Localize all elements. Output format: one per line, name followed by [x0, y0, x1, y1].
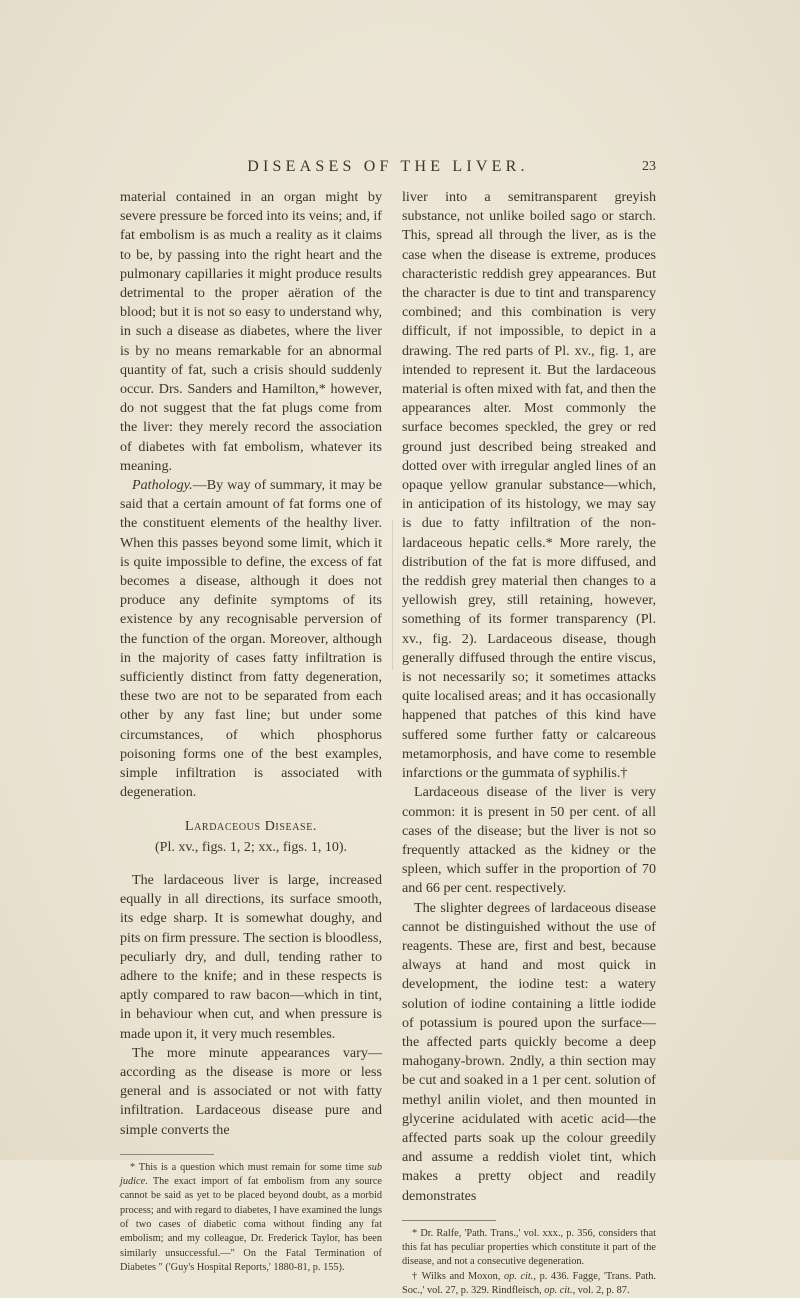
footnote-text: * This is a question which must remain for some time [130, 1161, 368, 1173]
paragraph: Lardaceous disease of the liver is very common: it is present in 50 per cent. of all cases of the disease; but the liver is not so frequently attacked as the kidney or the spleen, which suffer in the proportion of 70 and 66 per cent. respectively. [402, 784, 656, 897]
footnote-rule [120, 1154, 214, 1155]
paragraph: liver into a semitransparent greyish substance, not unlike boiled sago or starch. This, spread all through the liver, as is the case when the disease is extreme, produces characteristic reddish grey appearances. But the character is due to tint and transparency combined; and this combination is very difficult, if not impossible, to depict in a drawing. The red parts of Pl. xv., fig. 1, are intended to represent it. But the lardaceous material is often mixed with fat, and then the appearances alter. Most commonly the surface becomes speckled, the grey or red ground just described being streaked and dotted over with irregular angled lines of an opaque yellow granular substance—which, in anticipation of its histology, we may say is due to fatty infiltration of the non-lardaceous hepatic cells.* More rarely, the distribution of the fat is more diffused, and the reddish grey material then changes to a yellowish grey, still retaining, however, something of its former transparency (Pl. xv., fig. 2). Lardaceous disease, though generally diffused through the entire viscus, is not necessarily so; it sometimes attacks quite localised areas; and it has occasionally happened that patches of this kind have suffered some further fatty or calcareous metamorphosis, and have come to resemble infarctions or the gummata of syphilis.† [402, 189, 656, 782]
section-heading: Lardaceous Disease. [184, 818, 318, 834]
paragraph: The more minute appearances vary—according as the disease is more or less general and is associated or not with fatty infiltration. Lardaceous disease pure and simple converts the [120, 1044, 382, 1138]
running-title: DISEASES OF THE LIVER. [247, 158, 529, 175]
footnote [402, 1270, 656, 1298]
section-subheading: (Pl. xv., figs. 1, 2; xx., figs. 1, 10). [155, 839, 347, 855]
footnote-text: † Wilks and Moxon, [412, 1270, 504, 1282]
column-divider [392, 520, 393, 670]
paragraph: The slighter degrees of lardaceous disease cannot be distinguished without the use of reagents. These are, first and best, because always at hand and most quick in development, the iodine test: a watery solution of iodine containing a little iodide of potassium is poured upon the surface—the affected parts quickly become a deep mahogany-brown. 2ndly, a thin section may be cut and soaked in a 1 per cent. solution of methyl anilin violet, and then mounted in glycerine acidulated with acetic acid—the affected parts soak up the colour greedily and assume a reddish violet tint, which makes a pretty object and readily demonstrates [402, 899, 656, 1204]
paragraph-lead: Pathology. [132, 477, 193, 494]
paragraph-pathology [120, 476, 382, 802]
footnote-italic: op. cit. [503, 1270, 534, 1282]
footnote-text: . The exact import of fat embolism from any source cannot be said as yet to be placed beyond doubt, as a morbid process; and with regard to diabetes, I have examined the lungs of two cases of diabetic coma without finding any fat embolism; and my colleague, Dr. Frederick Taylor, has been similarly unsuccessful.—" On the Fatal Termination of Diabetes " ('Guy's Hospital Reports,' 1880-81, p. 155). [120, 1176, 382, 1273]
right-column [402, 188, 656, 1298]
footnote-text: , p. 436. Fagge, 'Trans. Path. Soc.,' vol. 27, p. 329. Rindfleisch, [402, 1270, 657, 1296]
page-number: 23 [642, 159, 656, 174]
footnote-italic: sub judice [120, 1161, 382, 1188]
footnote: * Dr. Ralfe, 'Path. Trans.,' vol. xxx., p. 356, considers that this fat has peculiar properties which constitute it part of the disease, and not a consecutive degeneration. [402, 1227, 656, 1268]
footnote [120, 1161, 382, 1275]
footnote-text: , vol. 2, p. 87. [572, 1284, 630, 1296]
left-column [120, 188, 382, 1275]
page-header [120, 158, 656, 180]
paragraph: material contained in an organ might by severe pressure be forced into its veins; and, if fat embolism is as much a reality as it claims to be, by passing into the right heart and the pulmonary capillaries it might produce results detrimental to the proper aëration of the blood; but it is not so easy to understand why, in such a disease as diabetes, where the liver is by no means remarkable for an abnormal quantity of fat, such a crisis should suddenly occur. Drs. Sanders and Hamilton,* however, do not suggest that the fat plugs come from the liver: they merely record the association of diabetes with fat embolism, whatever its meaning. [120, 189, 382, 474]
paragraph: The lardaceous liver is large, increased equally in all directions, its surface smooth, its edge sharp. It is somewhat doughy, and pits on firm pressure. The section is bloodless, peculiarly dry, and dull, tending rather to adhere to the knife; and in these respects is aptly compared to raw bacon—which in tint, in behaviour when cut, and when pressure is made upon it, it very much resembles. [120, 871, 382, 1042]
footnote-rule [402, 1220, 496, 1221]
paragraph-text: —By way of summary, it may be said that a certain amount of fat forms one of the constituent elements of the healthy liver. When this passes beyond some limit, which it is quite impossible to define, the excess of fat becomes a disease, although it does not produce any definite symptoms of its existence by any recognisable perversion of the function of the organ. Moreover, although in the majority of cases fatty infiltration is sufficiently distinct from fatty degeneration, these two are not to be separated from each other by any fast line; but under some circumstances, of which phosphorus poisoning forms one of the best examples, simple infiltration is associated with degeneration. [120, 477, 382, 801]
footnote-italic: op. cit. [544, 1284, 573, 1296]
